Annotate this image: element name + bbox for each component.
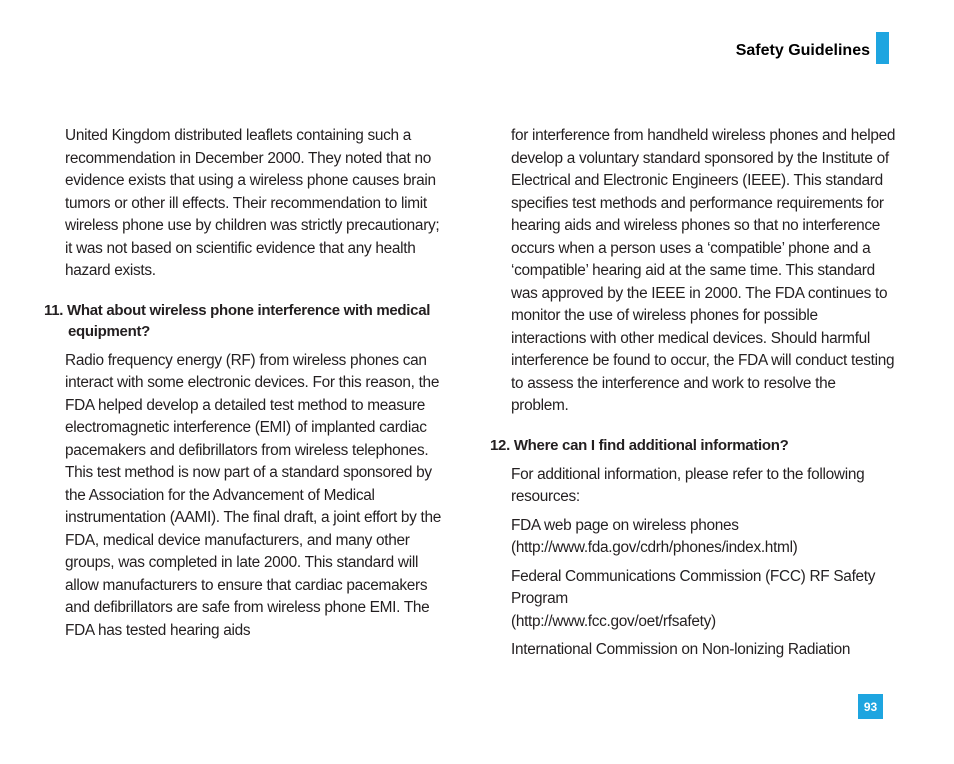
resource-item: [511, 515, 896, 560]
continued-paragraph: for interference from handheld wireless phones and helped develop a voluntary standard sponsored by the Institute of Electrical and Electronic Engineers (IEEE). This standard specifies test methods and performance requirements for hearing aids and wireless phones so that no interference occurs when a person uses a ‘compatible’ phone and a ‘compatible’ hearing aid at the same time. This standard was approved by the IEEE in 2000. The FDA continues to monitor the use of wireless phones for possible interactions with other medical devices. Should harmful interference be found to occur, the FDA will conduct testing to assess the interference and work to resolve the problem.: [511, 127, 896, 414]
resource-url: (http://www.fda.gov/cdrh/phones/index.html): [511, 539, 798, 556]
section-accent-bar: [876, 32, 889, 64]
question-11-heading: 11. What about wireless phone interference with medical equipment?: [44, 301, 431, 340]
left-column: [44, 125, 450, 642]
intro-paragraph: United Kingdom distributed leaflets containing such a recommendation in December 2000. They noted that no evidence exists that using a wireless phone causes brain tumors or other ill effects. Their recommendation to limit wireless phone use by children was strictly precautionary; it was not based on scientific evidence that any health hazard exists.: [65, 127, 440, 279]
resource-name: FDA web page on wireless phones: [511, 516, 739, 534]
question-12-heading: 12. Where can I find additional information?: [490, 436, 789, 454]
resource-item: [511, 639, 896, 662]
right-column: [490, 125, 896, 668]
page-number-badge: 93: [858, 694, 883, 719]
resource-url: (http://www.fcc.gov/oet/rfsafety): [511, 612, 716, 630]
answer-11-paragraph: Radio frequency energy (RF) from wireless phones can interact with some electronic devices. For this reason, the FDA helped develop a detailed test method to measure electromagnetic interference (EMI) of implanted cardiac pacemakers and defibrillators from wireless telephones. This test method is now part of a standard sponsored by the Association for the Advancement of Medical instrumentation (AAMI). The final draft, a joint effort by the FDA, medical device manufacturers, and many other groups, was completed in late 2000. This standard will allow manufacturers to ensure that cardiac pacemakers and defibrillators are safe from wireless phone EMI. The FDA has tested hearing aids: [65, 351, 442, 639]
section-title: Safety Guidelines: [735, 42, 870, 59]
answer-12-intro: For additional information, please refer to the following resources:: [511, 465, 865, 505]
resource-name: International Commission on Non-lonizing Radiation: [511, 641, 851, 658]
resource-name: Federal Communications Commission (FCC) RF Safety Program: [511, 567, 876, 607]
resource-item: [511, 566, 896, 634]
